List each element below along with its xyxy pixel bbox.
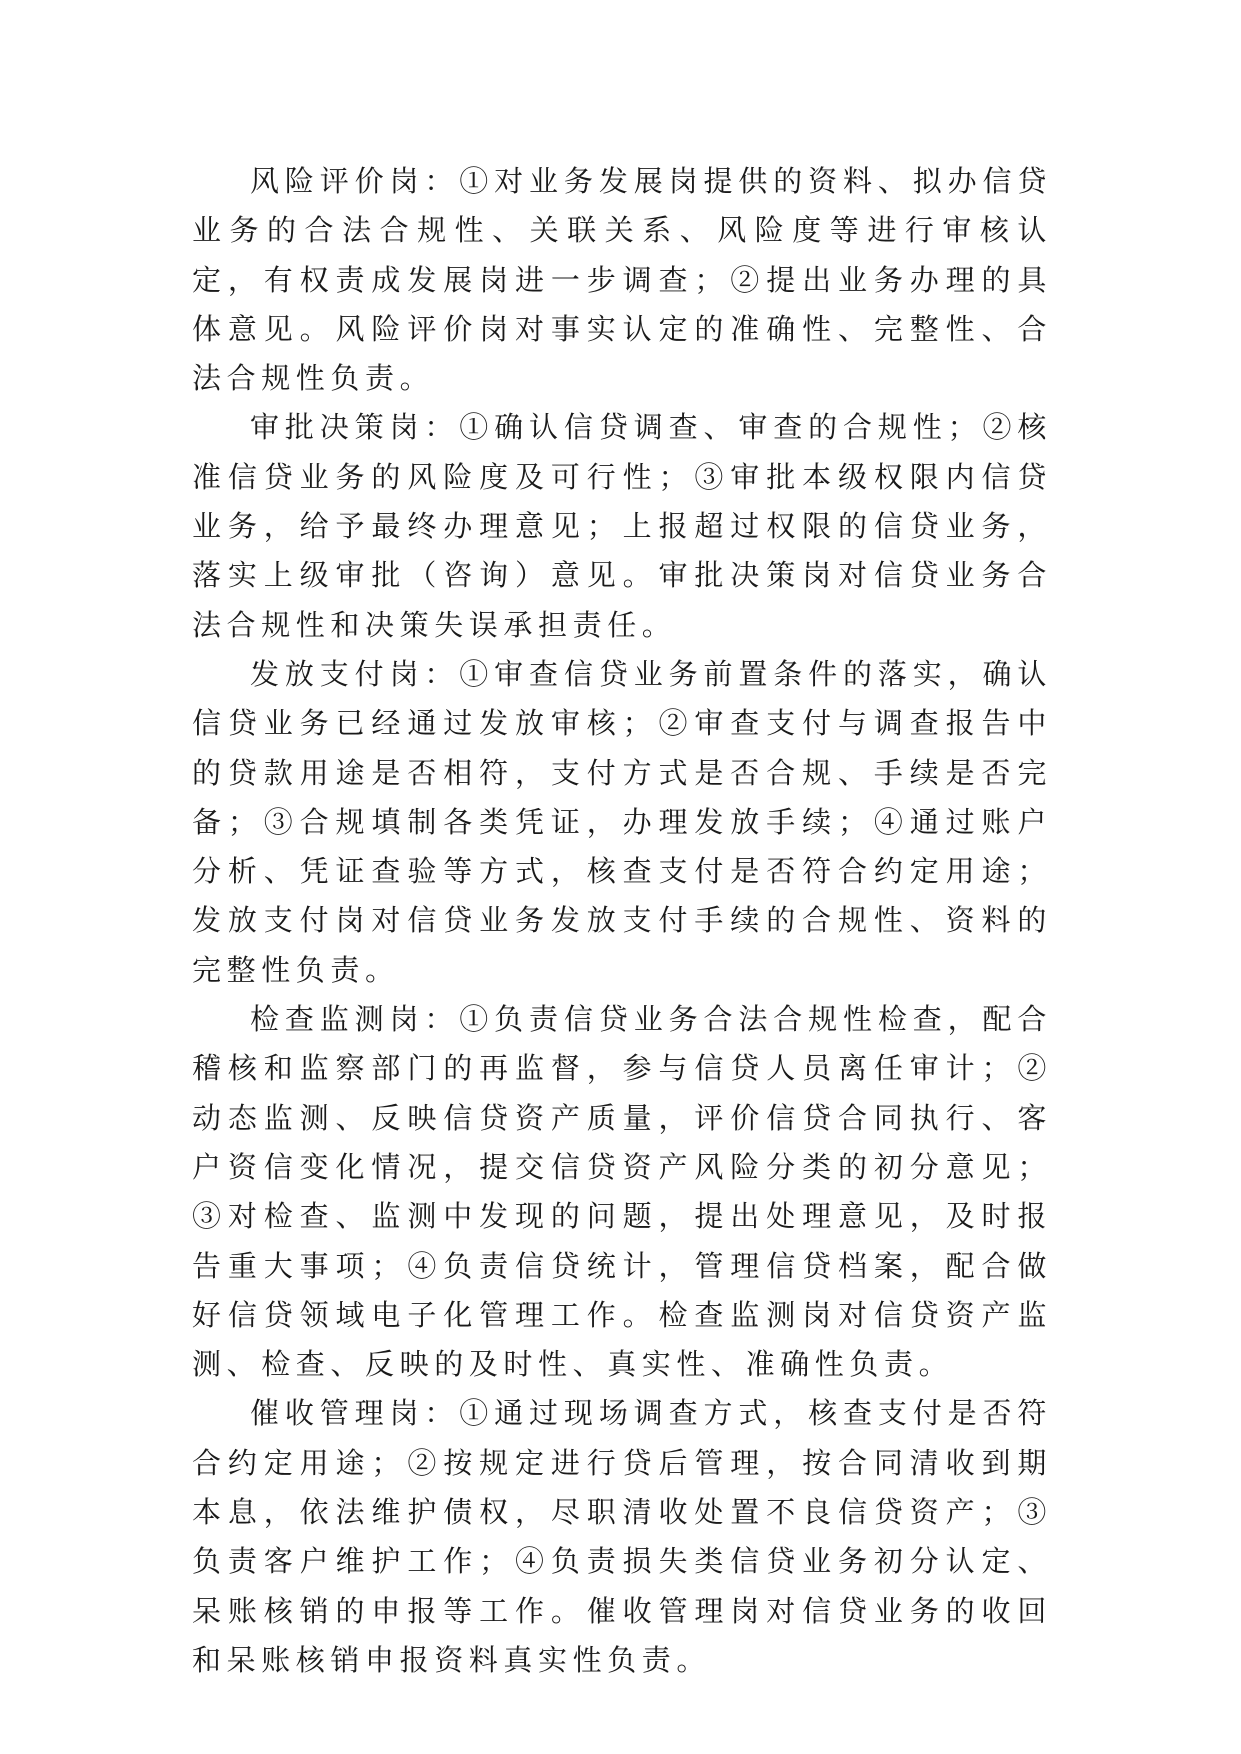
paragraph-disbursement-payment-post: 发放支付岗：①审查信贷业务前置条件的落实，确认信贷业务已经通过发放审核；②审查支付与调查报告中的贷款用途是否相符，支付方式是否合规、手续是否完备；③合规填制各类凭证，办理发放手续；④通过账户分析、凭证查验等方式，核查支付是否符合约定用途；发放支付岗对信贷业务发放支付手续的合规性、资料的完整性负责。: [192, 656, 1052, 987]
paragraph-collection-management-post: 催收管理岗：①通过现场调查方式，核查支付是否符合约定用途；②按规定进行贷后管理，按合同清收到期本息，依法维护债权，尽职清收处置不良信贷资产；③负责客户维护工作；④负责损失类信贷业务初分认定、呆账核销的申报等工作。催收管理岗对信贷业务的收回和呆账核销申报资料真实性负责。: [192, 1396, 1052, 1677]
paragraph-approval-decision-post: 审批决策岗：①确认信贷调查、审查的合规性；②核准信贷业务的风险度及可行性；③审批本级权限内信贷业务，给予最终办理意见；上报超过权限的信贷业务，落实上级审批（咨询）意见。审批决策岗对信贷业务合法合规性和决策失误承担责任。: [192, 410, 1052, 642]
paragraph-inspection-monitoring-post: 检查监测岗：①负责信贷业务合法合规性检查，配合稽核和监察部门的再监督，参与信贷人员离任审计；②动态监测、反映信贷资产质量，评价信贷合同执行、客户资信变化情况，提交信贷资产风险分类的初分意见；③对检查、监测中发现的问题，提出处理意见，及时报告重大事项；④负责信贷统计，管理信贷档案，配合做好信贷领域电子化管理工作。检查监测岗对信贷资产监测、检查、反映的及时性、真实性、准确性负责。: [192, 1002, 1052, 1382]
paragraph-risk-assessment-post: 风险评价岗：①对业务发展岗提供的资料、拟办信贷业务的合法合规性、关联关系、风险度等进行审核认定，有权责成发展岗进一步调查；②提出业务办理的具体意见。风险评价岗对事实认定的准确性、完整性、合法合规性负责。: [192, 164, 1052, 396]
document-body: [192, 157, 1052, 1685]
